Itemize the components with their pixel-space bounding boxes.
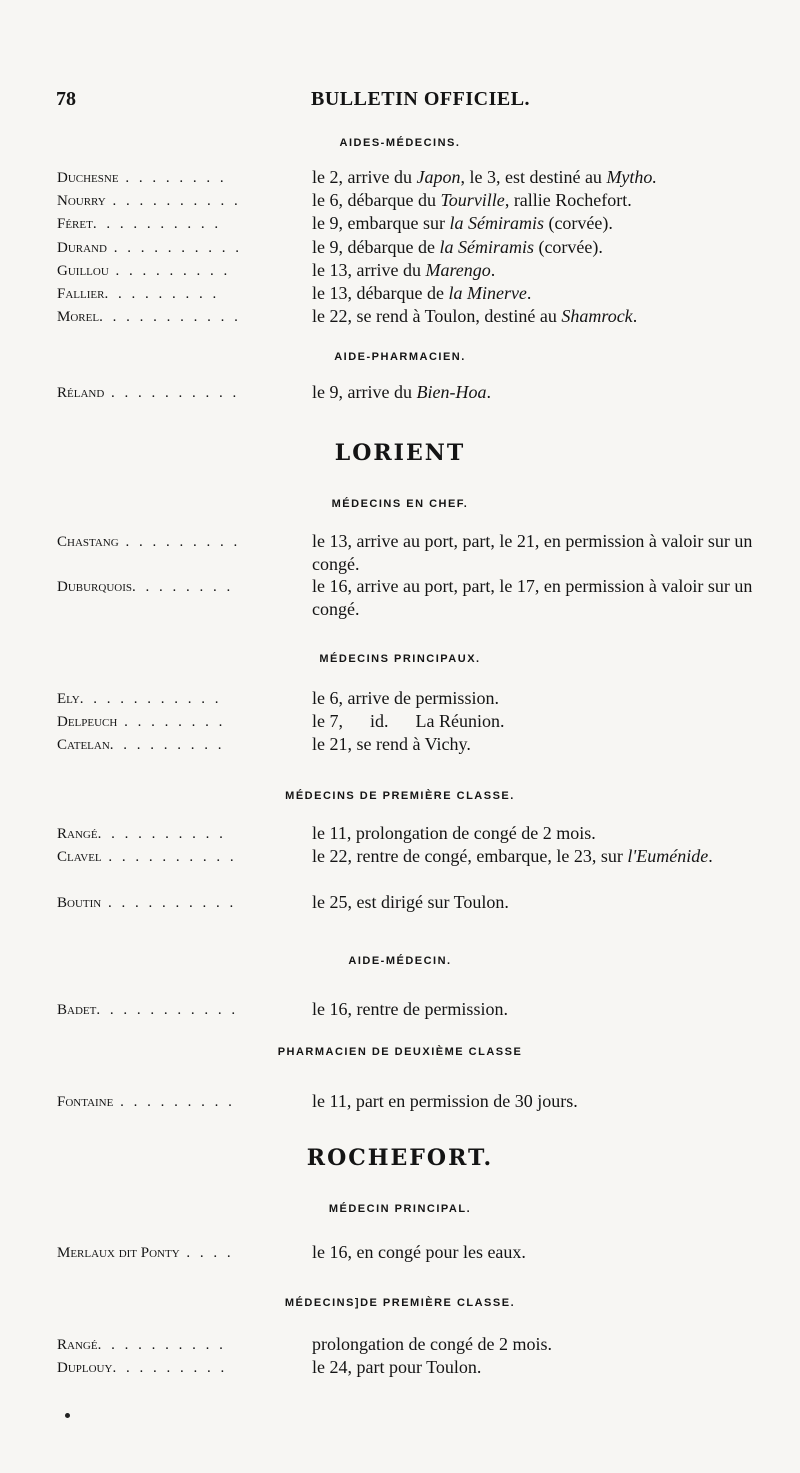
entry-name: Féret. . . . . . . . . . (57, 216, 222, 232)
entry-name: Réland . . . . . . . . . . (57, 385, 240, 401)
entry-name: Badet. . . . . . . . . . . (57, 1002, 239, 1018)
entry-text: le 7, id. La Réunion. (312, 711, 505, 731)
entry-text: le 16, arrive au port, part, le 17, en permission à valoir sur un congé. (312, 576, 753, 619)
entry-text: le 11, prolongation de congé de 2 mois. (312, 823, 596, 843)
entry-name: Guillou . . . . . . . . . (57, 263, 231, 279)
section-heading: AIDES-MÉDECINS. (339, 137, 461, 149)
entry-name: Delpeuch . . . . . . . . (57, 714, 226, 730)
entry-text: le 9, arrive du Bien-Hoa. (312, 382, 491, 402)
entry-name: Rangé. . . . . . . . . . (57, 1337, 226, 1353)
entry-text: le 13, arrive du Marengo. (312, 260, 496, 280)
entry-text: le 2, arrive du Japon, le 3, est destiné au Mytho. (312, 167, 657, 187)
entry-name: Fallier. . . . . . . . . (57, 286, 220, 302)
entry-text: le 24, part pour Toulon. (312, 1357, 482, 1377)
section-heading: MÉDECINS EN CHEF. (331, 498, 469, 510)
page-header (56, 88, 736, 112)
entry-name: Boutin . . . . . . . . . . (57, 895, 237, 911)
page-number: 78 (56, 88, 76, 110)
entry-name: Nourry . . . . . . . . . . (57, 193, 241, 209)
entry-text: prolongation de congé de 2 mois. (312, 1334, 552, 1354)
entry-name: Duburquois. . . . . . . . (57, 579, 234, 595)
entry-text: le 25, est dirigé sur Toulon. (312, 892, 509, 912)
entry-text: le 9, débarque de la Sémiramis (corvée). (312, 237, 603, 257)
entry-text: le 16, rentre de permission. (312, 999, 508, 1019)
entry-text: le 11, part en permission de 30 jours. (312, 1091, 578, 1111)
entry-name: Catelan. . . . . . . . . (57, 737, 225, 753)
entry-text: le 6, débarque du Tourville, rallie Rochefort. (312, 190, 632, 210)
entry-text: le 13, débarque de la Minerve. (312, 283, 532, 303)
entry-name: Morel. . . . . . . . . . . (57, 309, 241, 325)
section-heading: MÉDECIN PRINCIPAL. (328, 1203, 472, 1215)
ink-speck (65, 1413, 70, 1418)
entry-name: Duplouy. . . . . . . . . (57, 1360, 228, 1376)
city-heading: LORIENT (334, 440, 466, 466)
section-heading: AIDE-PHARMACIEN. (334, 351, 466, 363)
section-heading: MÉDECINS PRINCIPAUX. (319, 653, 481, 665)
section-heading: PHARMACIEN DE DEUXIÈME CLASSE (277, 1046, 523, 1058)
entry-text: le 21, se rend à Vichy. (312, 734, 471, 754)
section-heading: MÉDECINS DE PREMIÈRE CLASSE. (285, 790, 515, 802)
entry-text: le 13, arrive au port, part, le 21, en permission à valoir sur un congé. (312, 531, 753, 574)
entry-name: Chastang . . . . . . . . . (57, 534, 241, 550)
entry-text: le 22, se rend à Toulon, destiné au Shamrock. (312, 306, 638, 326)
section-heading: AIDE-MÉDECIN. (348, 955, 452, 967)
entry-text: le 16, en congé pour les eaux. (312, 1242, 526, 1262)
entry-name: Merlaux dit Ponty . . . . (57, 1245, 234, 1261)
entry-text: le 6, arrive de permission. (312, 688, 499, 708)
entry-name: Clavel . . . . . . . . . . (57, 849, 237, 865)
entry-text: le 22, rentre de congé, embarque, le 23, sur l'Euménide. (312, 846, 713, 866)
entry-name: Rangé. . . . . . . . . . (57, 826, 226, 842)
entry-name: Fontaine . . . . . . . . . (57, 1094, 235, 1110)
running-title: BULLETIN OFFICIEL. (311, 88, 531, 110)
entry-name: Durand . . . . . . . . . . (57, 240, 242, 256)
entry-name: Duchesne . . . . . . . . (57, 170, 227, 186)
section-heading: MÉDECINS]DE PREMIÈRE CLASSE. (284, 1297, 516, 1309)
entry-name: Ely. . . . . . . . . . . (57, 691, 222, 707)
city-heading: ROCHEFORT. (306, 1145, 494, 1171)
entry-text: le 9, embarque sur la Sémiramis (corvée). (312, 213, 613, 233)
